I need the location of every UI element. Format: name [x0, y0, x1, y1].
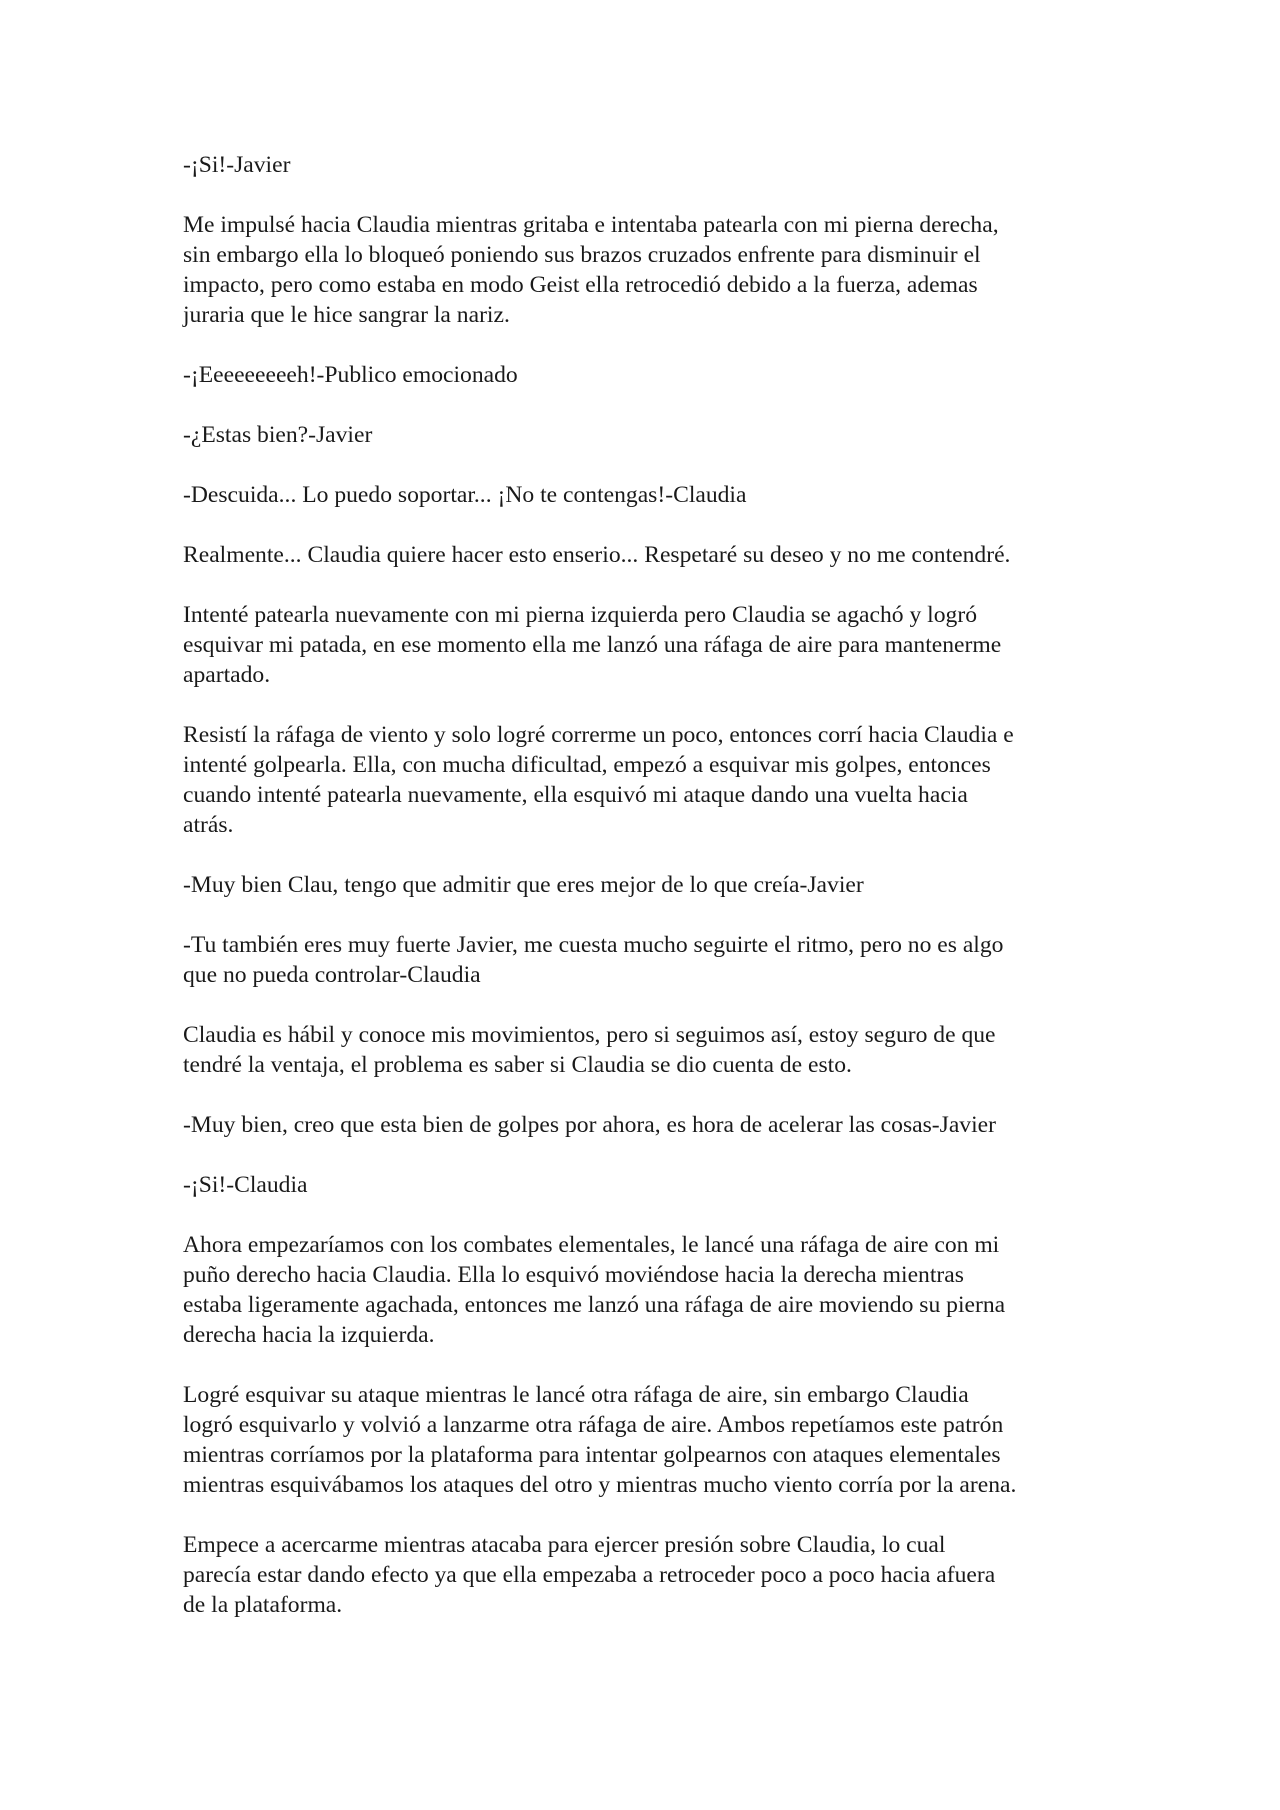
text-line: Logré esquivar su ataque mientras le lancé otra ráfaga de aire, sin embargo Claudia [183, 1382, 969, 1408]
text-line: logró esquivarlo y volvió a lanzarme otra ráfaga de aire. Ambos repetíamos este patrón [183, 1412, 1004, 1438]
paragraph [183, 210, 1103, 330]
text-line: mientras corríamos por la plataforma para intentar golpearnos con ataques elementales [183, 1442, 1001, 1468]
text-line: -¡Si!-Javier [183, 152, 291, 178]
paragraph [183, 540, 1103, 570]
text-line: -Muy bien Clau, tengo que admitir que eres mejor de lo que creía-Javier [183, 872, 864, 898]
paragraph [183, 870, 1103, 900]
paragraph [183, 1530, 1103, 1620]
text-line: atrás. [183, 812, 234, 838]
text-line: sin embargo ella lo bloqueó poniendo sus brazos cruzados enfrente para disminuir el [183, 242, 981, 268]
paragraph [183, 1230, 1103, 1350]
text-line: tendré la ventaja, el problema es saber si Claudia se dio cuenta de esto. [183, 1052, 852, 1078]
text-line: -¡Si!-Claudia [183, 1172, 308, 1198]
paragraph [183, 720, 1103, 840]
text-line: estaba ligeramente agachada, entonces me lanzó una ráfaga de aire moviendo su pierna [183, 1292, 1006, 1318]
text-line: cuando intenté patearla nuevamente, ella esquivó mi ataque dando una vuelta hacia [183, 782, 968, 808]
text-line: de la plataforma. [183, 1592, 343, 1618]
paragraph [183, 930, 1103, 990]
text-line: Realmente... Claudia quiere hacer esto enserio... Respetaré su deseo y no me contendré. [183, 542, 1011, 568]
text-line: -¡Eeeeeeeeeh!-Publico emocionado [183, 362, 518, 388]
text-line: -Descuida... Lo puedo soportar... ¡No te contengas!-Claudia [183, 482, 747, 508]
text-line: Empece a acercarme mientras atacaba para ejercer presión sobre Claudia, lo cual [183, 1532, 946, 1558]
document-body [183, 150, 1103, 1650]
paragraph [183, 480, 1103, 510]
paragraph [183, 1110, 1103, 1140]
paragraph [183, 1170, 1103, 1200]
text-line: esquivar mi patada, en ese momento ella me lanzó una ráfaga de aire para mantenerme [183, 632, 1002, 658]
text-line: Intenté patearla nuevamente con mi pierna izquierda pero Claudia se agachó y logró [183, 602, 977, 628]
text-line: que no pueda controlar-Claudia [183, 962, 481, 988]
text-line: Ahora empezaríamos con los combates elementales, le lancé una ráfaga de aire con mi [183, 1232, 1000, 1258]
text-line: mientras esquivábamos los ataques del otro y mientras mucho viento corría por la arena. [183, 1472, 1017, 1498]
text-line: Me impulsé hacia Claudia mientras gritaba e intentaba patearla con mi pierna derecha, [183, 212, 999, 238]
text-line: -¿Estas bien?-Javier [183, 422, 373, 448]
paragraph [183, 420, 1103, 450]
text-line: apartado. [183, 662, 271, 688]
text-line: derecha hacia la izquierda. [183, 1322, 435, 1348]
text-line: puño derecho hacia Claudia. Ella lo esquivó moviéndose hacia la derecha mientras [183, 1262, 964, 1288]
text-line: -Tu también eres muy fuerte Javier, me cuesta mucho seguirte el ritmo, pero no es algo [183, 932, 1004, 958]
paragraph [183, 1380, 1103, 1500]
paragraph [183, 600, 1103, 690]
text-line: Resistí la ráfaga de viento y solo logré correrme un poco, entonces corrí hacia Claudia e [183, 722, 1014, 748]
text-line: Claudia es hábil y conoce mis movimientos, pero si seguimos así, estoy seguro de que [183, 1022, 996, 1048]
text-line: parecía estar dando efecto ya que ella empezaba a retroceder poco a poco hacia afuera [183, 1562, 996, 1588]
text-line: intenté golpearla. Ella, con mucha dificultad, empezó a esquivar mis golpes, entonces [183, 752, 991, 778]
paragraph [183, 150, 1103, 180]
paragraph [183, 360, 1103, 390]
text-line: impacto, pero como estaba en modo Geist ella retrocedió debido a la fuerza, ademas [183, 272, 978, 298]
text-line: juraria que le hice sangrar la nariz. [183, 302, 510, 328]
paragraph [183, 1020, 1103, 1080]
text-line: -Muy bien, creo que esta bien de golpes por ahora, es hora de acelerar las cosas-Javier [183, 1112, 996, 1138]
